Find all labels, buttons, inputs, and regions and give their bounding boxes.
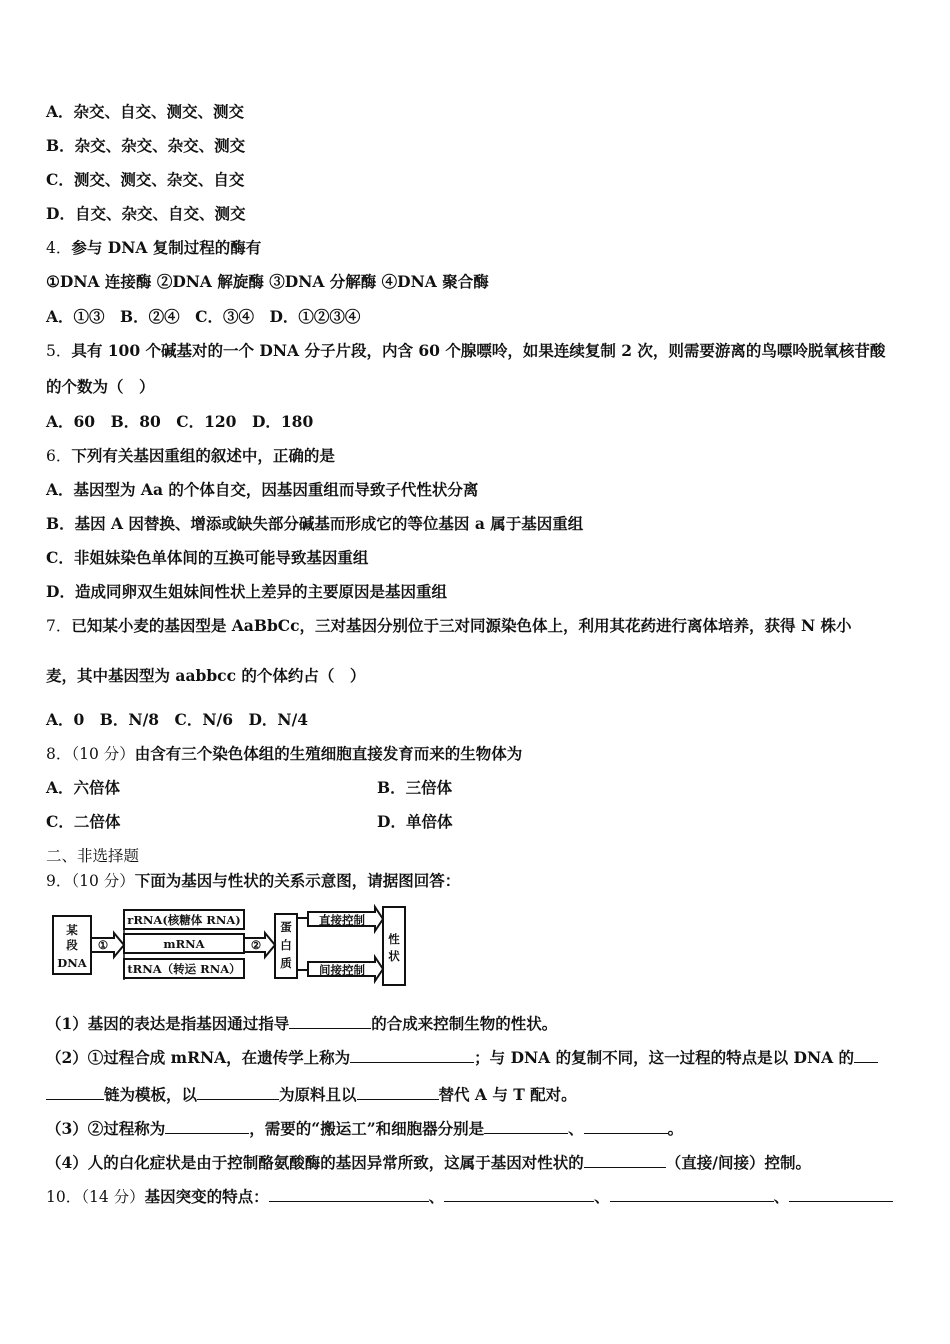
q9-stem-text: 下面为基因与性状的关系示意图，请据图回答： [134,871,461,890]
q8-option-d: D．单倍体 [377,812,453,831]
q4-number: 4． [46,239,72,257]
step2-label: ② [250,938,262,952]
q5-number: 5． [46,342,72,360]
q10-sep: 、 [594,1187,610,1206]
answer-blank[interactable] [484,1118,568,1134]
q9-part3 [46,1118,683,1139]
gene-trait-diagram [50,904,410,988]
q8-number: 8．（10 分） [46,745,135,763]
trna-label: tRNA（转运 RNA） [127,962,241,976]
q9-p1-text-b: 的合成来控制生物的性状。 [371,1014,558,1033]
answer-blank[interactable] [289,1013,371,1029]
q6-number: 6． [46,447,72,465]
answer-blank[interactable] [46,1084,104,1100]
q4-stem [46,238,261,258]
q7-number: 7． [46,617,72,635]
q6-stem-text: 下列有关基因重组的叙述中，正确的是 [71,446,335,465]
q6-option-c: C．非姐妹染色单体间的互换可能导致基因重组 [46,548,369,567]
q3-option-c: C．测交、测交、杂交、自交 [46,170,245,189]
q10-stem-text: 基因突变的特点： [144,1187,269,1206]
answer-blank[interactable] [197,1084,279,1100]
q7-stem-line2: 麦，其中基因型为 aabbcc 的个体约占（ ） [46,666,366,685]
q9-p3-text-d: 。 [667,1119,684,1138]
indirect-control-label: 间接控制 [319,963,365,977]
protein-label-1: 蛋 [280,920,292,934]
q9-p1-text-a: （1）基因的表达是指基因通过指导 [46,1014,290,1033]
q7-stem-text: 已知某小麦的基因型是 AaBbCc，三对基因分别位于三对同源染色体上，利用其花药进行离体培养，获得 N 株小 [71,616,852,635]
dna-label-3: DNA [57,956,87,970]
q9-part2-line1 [46,1047,878,1068]
q5-options: A．60 B．80 C．120 D．180 [46,412,314,431]
q9-p4-text-b: （直接/间接）控制。 [665,1153,811,1172]
q10-stem [46,1186,893,1207]
q9-p3-text-a: （3）②过程称为 [46,1119,166,1138]
q9-part4 [46,1152,811,1173]
q9-p2-text-c: 链为模板，以 [104,1085,198,1104]
answer-blank[interactable] [350,1047,474,1063]
q8-stem [46,744,522,764]
answer-blank[interactable] [444,1186,594,1202]
q9-stem [46,871,460,891]
q8-option-b: B．三倍体 [377,778,453,797]
q5-stem-text: 具有 100 个碱基对的一个 DNA 分子片段，内含 60 个腺嘌呤，如果连续复制 2 次，则需要游离的鸟嘌呤脱氧核苷酸 [71,341,886,360]
q9-part1 [46,1013,557,1034]
q8-option-c: C．二倍体 [46,812,121,831]
protein-label-2: 白 [280,938,292,952]
answer-blank[interactable] [165,1118,249,1134]
q10-number: 10．（14 分） [46,1188,145,1206]
q9-p2-text-a: （2）①过程合成 mRNA，在遗传学上称为 [46,1048,351,1067]
q5-stem-line1 [46,341,885,361]
q9-p3-text-c: 、 [568,1119,584,1138]
q6-option-d: D．造成同卵双生姐妹间性状上差异的主要原因是基因重组 [46,582,447,601]
answer-blank[interactable] [610,1186,774,1202]
q6-stem [46,446,335,466]
trait-label-1: 性 [388,932,400,946]
rrna-label: rRNA(核糖体 RNA) [127,913,241,927]
q3-option-a: A．杂交、自交、测交、测交 [46,102,245,121]
q4-items: ①DNA 连接酶 ②DNA 解旋酶 ③DNA 分解酶 ④DNA 聚合酶 [46,272,489,291]
q10-sep: 、 [428,1187,445,1206]
dna-label-1: 某 [66,923,78,937]
q9-p4-text-a: （4）人的白化症状是由于控制酪氨酸酶的基因异常所致，这属于基因对性状的 [46,1153,584,1172]
answer-blank[interactable] [854,1047,878,1063]
q9-p2-text-e: 替代 A 与 T 配对。 [438,1085,577,1104]
answer-blank[interactable] [789,1186,893,1202]
mrna-label: mRNA [163,937,205,951]
dna-label-2: 段 [66,938,78,952]
protein-label-3: 质 [280,956,292,970]
trait-label-2: 状 [388,949,400,963]
q9-p2-text-b: ；与 DNA 的复制不同，这一过程的特点是以 DNA 的 [474,1048,855,1067]
q8-option-a: A．六倍体 [46,778,121,797]
section-heading: 二、非选择题 [46,847,140,865]
q4-stem-text: 参与 DNA 复制过程的酶有 [71,238,262,257]
answer-blank[interactable] [584,1118,668,1134]
q9-part2-line2 [46,1084,577,1105]
step1-label: ① [97,938,109,952]
q6-option-b: B．基因 A 因替换、增添或缺失部分碱基而形成它的等位基因 a 属于基因重组 [46,514,584,533]
answer-blank[interactable] [357,1084,439,1100]
trait-box [383,907,405,985]
q9-p2-text-d: 为原料且以 [279,1085,357,1104]
q9-p3-text-b: ，需要的“搬运工”和细胞器分别是 [249,1119,485,1138]
q4-options: A．①③ B．②④ C．③④ D．①②③④ [46,307,361,326]
answer-blank[interactable] [584,1152,666,1168]
direct-control-label: 直接控制 [319,913,365,927]
q7-stem-line1 [46,616,852,636]
q9-number: 9．（10 分） [46,872,135,890]
q5-stem-line2: 的个数为（ ） [46,377,155,396]
q3-option-d: D．自交、杂交、自交、测交 [46,204,246,223]
q3-option-b: B．杂交、杂交、杂交、测交 [46,136,246,155]
q8-stem-text: 由含有三个染色体组的生殖细胞直接发育而来的生物体为 [134,744,523,763]
q7-options: A．0 B．N/8 C．N/6 D．N/4 [46,710,309,729]
q6-option-a: A．基因型为 Aa 的个体自交，因基因重组而导致子代性状分离 [46,480,479,499]
q10-sep: 、 [773,1187,790,1206]
answer-blank[interactable] [269,1186,429,1202]
